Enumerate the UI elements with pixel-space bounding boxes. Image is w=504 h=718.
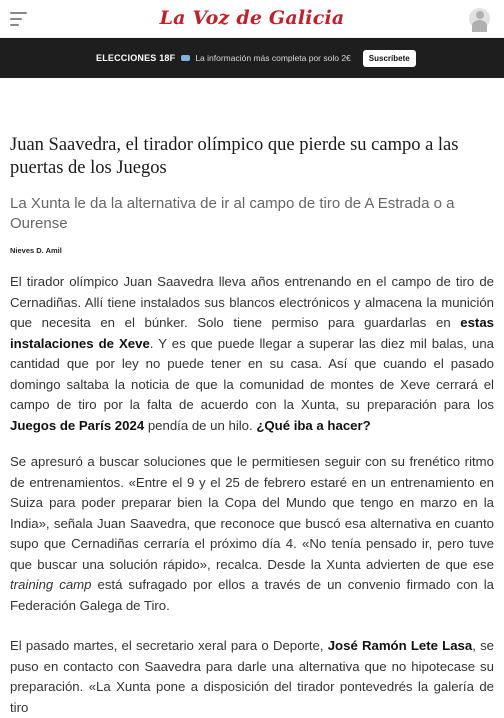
subscribe-button[interactable]: Suscríbete	[363, 50, 416, 67]
user-avatar-icon[interactable]	[469, 8, 490, 29]
bold-text: ¿Qué iba a hacer?	[256, 417, 371, 433]
site-logo[interactable]: La Voz de Galicia	[159, 7, 345, 29]
promo-text: La información más completa por solo 2€	[195, 53, 351, 63]
article-body	[10, 272, 494, 718]
paragraph-text: . Y es que puede llegar a superar las diez mil balas, una cantidad que por ley no puede tener en su casa. Así que cuando el pasado domingo saltaba la noticia de que la comunidad de montes de Xeve cerrará el campo de tiro por la falta de acuerdo con la Xunta, su preparación para los	[10, 335, 494, 412]
paragraph-text: El pasado martes, el secretario xeral para o Deporte,	[10, 638, 328, 653]
subscription-banner	[0, 38, 504, 78]
bold-link-text[interactable]: Juegos de París 2024	[10, 417, 145, 433]
article	[0, 134, 504, 718]
article-author[interactable]: Nieves D. Amil	[10, 246, 62, 255]
article-paragraph	[10, 272, 494, 436]
paragraph-text: está sufragado por ellos a través de un convenio firmado con la Federación Galega de Tiro.	[10, 577, 494, 613]
ballot-icon	[181, 54, 191, 62]
top-navigation-bar	[0, 0, 504, 38]
article-subtitle: La Xunta le da la alternativa de ir al campo de tiro de A Estrada o a Ourense	[10, 195, 455, 232]
paragraph-text: El tirador olímpico Juan Saavedra lleva años entrenando en el campo de tiro de Cernadiñas. Allí tiene instalados sus blancos electrónicos y almacena la munición que necesita en el búnker. Solo tiene permiso para guardarlas en	[10, 274, 494, 330]
promo-title: ELECCIONES 18F	[96, 53, 176, 63]
article-title: Juan Saavedra, el tirador olímpico que pierde su campo a las puertas de los Juegos	[10, 135, 459, 178]
article-paragraph	[10, 452, 494, 616]
bold-link-text[interactable]: estas instalaciones de Xeve	[10, 315, 494, 351]
paragraph-text: Se apresuró a buscar soluciones que le permitiesen seguir con su frenético ritmo de entrenamientos. «Entre el 9 y el 25 de febrero estaré en un entrenamiento en Suiza para poder preparar bien la Copa del Mundo que tengo en marzo en la India», señala Juan Saavedra, que reconoce que buscó esa alternativa en cuanto supo que Cernadiñas cerraría el próximo día 4. «No tenía pensado ir, pero tuve que buscar una solución rápido», recalca. Desde la Xunta advierten de que ese	[10, 454, 494, 572]
bold-link-text[interactable]: José Ramón Lete Lasa	[327, 638, 473, 653]
paragraph-text: , se puso en contacto con Saavedra para darle una alternativa que no hipotecase su preparación. «La Xunta pone a disposición del tirador pontevedrés la galería de tiro	[10, 638, 494, 715]
italic-text: training camp	[10, 577, 92, 592]
article-paragraph	[10, 636, 494, 718]
paragraph-text: pendía de un hilo.	[144, 417, 257, 433]
